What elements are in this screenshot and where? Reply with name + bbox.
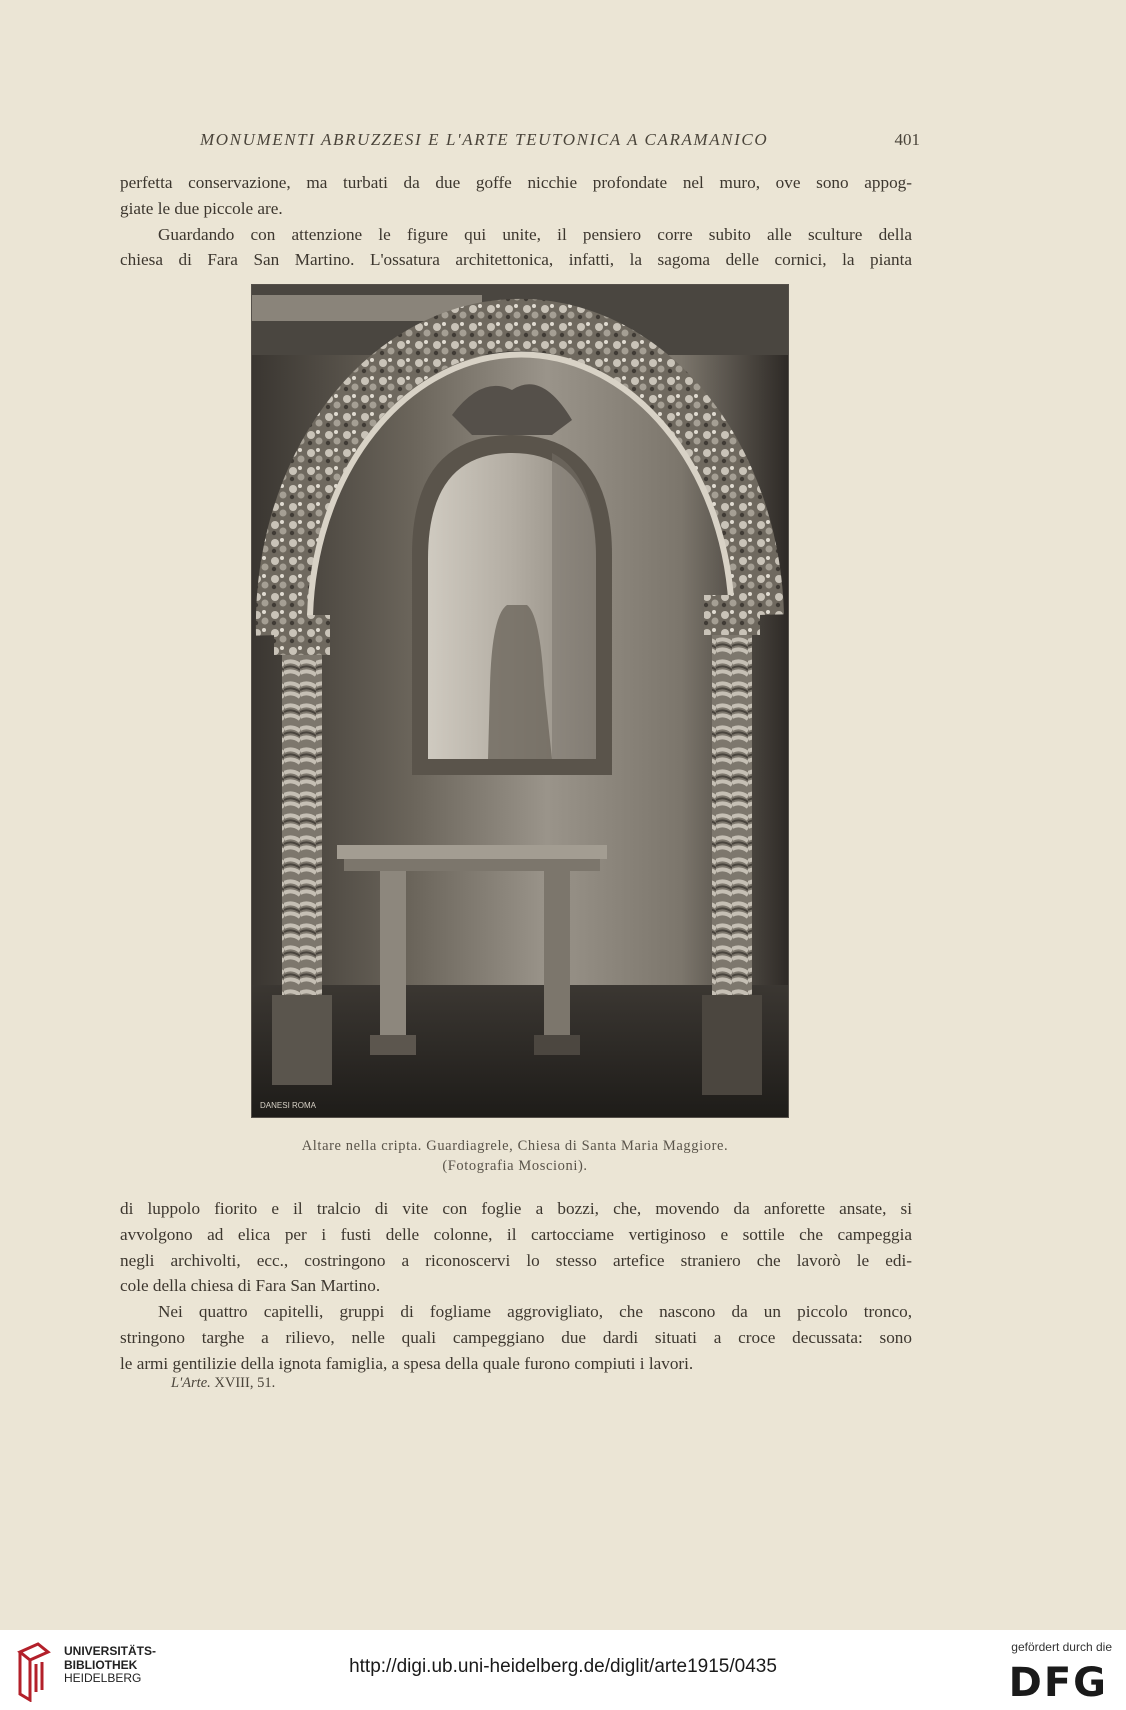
text-line: Nei quattro capitelli, gruppi di fogliame aggrovigliato, che nascono da un piccolo tronco, — [158, 1302, 912, 1322]
body-text-top — [120, 170, 912, 273]
text-line: le armi gentilizie della ignota famiglia, a spesa della quale furono compiuti i lavori. — [120, 1353, 694, 1373]
library-name-line: BIBLIOTHEK — [64, 1657, 138, 1672]
text-line: chiesa di Fara San Martino. L'ossatura architettonica, infatti, la sagoma delle cornici, la pianta — [120, 250, 912, 270]
photograph-altar — [251, 284, 789, 1118]
funding-note: gefördert durch die — [1011, 1640, 1112, 1654]
text-line: stringono targhe a rilievo, nelle quali campeggiano due dardi situati a croce decussata: sono — [120, 1327, 912, 1347]
permalink-url[interactable]: http://digi.ub.uni-heidelberg.de/diglit/arte1915/0435 — [349, 1656, 777, 1677]
photo-mark: DANESI ROMA — [260, 1101, 317, 1110]
signature-mark — [171, 1375, 275, 1392]
dfg-logo[interactable]: DFG — [1008, 1660, 1108, 1706]
running-head — [120, 130, 920, 160]
figure-caption-line1: Altare nella cripta. Guardiagrele, Chiesa di Santa Maria Maggiore. — [301, 1138, 729, 1154]
page-number: 401 — [894, 130, 920, 149]
text-line: di luppolo fiorito e il tralcio di vite con foglie a bozzi, che, movendo da anforette ansate, si — [120, 1199, 912, 1218]
text-line: cole della chiesa di Fara San Martino. — [120, 1276, 381, 1296]
body-text-bottom — [120, 1196, 912, 1377]
text-line: negli archivolti, ecc., costringono a riconoscervi lo stesso artefice straniero che lavorò le edi- — [120, 1250, 912, 1270]
text-line: avvolgono ad elica per i fusti delle colonne, il cartocciame vertiginoso e sottile che campeggia — [120, 1224, 912, 1244]
text-line: perfetta conservazione, ma turbati da due goffe nicchie profondate nel muro, ove sono appog- — [120, 173, 912, 192]
altar-photo-illustration — [252, 285, 788, 1117]
figure-caption-line2: (Fotografia Moscioni). — [442, 1158, 588, 1174]
running-title: MONUMENTI ABRUZZESI E L'ARTE TEUTONICA A CARAMANICO — [200, 130, 769, 149]
text-line: Guardando con attenzione le figure qui unite, il pensiero corre subito alle sculture della — [158, 224, 912, 244]
text-line: giate le due piccole are. — [120, 198, 283, 218]
library-name-line: HEIDELBERG — [64, 1671, 142, 1685]
library-name-line: UNIVERSITÄTS- — [64, 1644, 157, 1658]
signature-volume: XVIII, 51. — [214, 1375, 276, 1391]
signature-journal: L'Arte. — [171, 1375, 211, 1391]
footer-bar — [0, 1630, 1126, 1710]
